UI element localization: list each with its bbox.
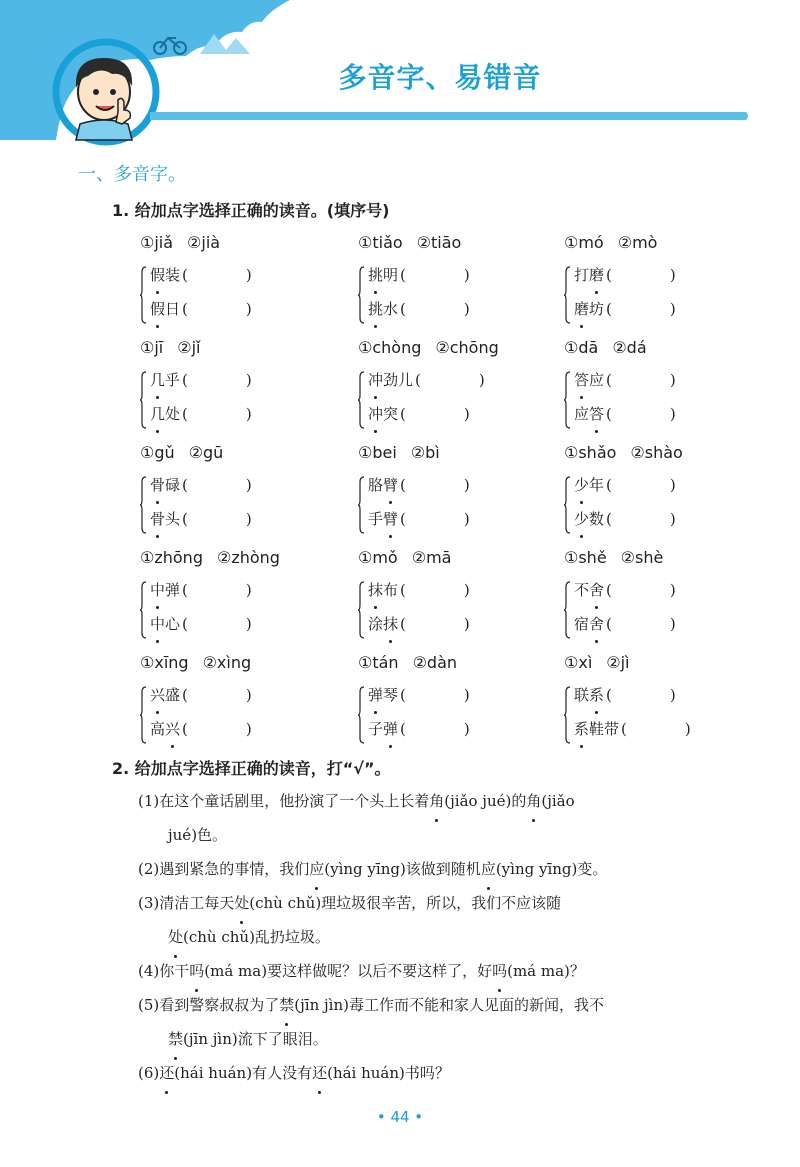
pinyin-option: ②zhòng [216, 548, 280, 567]
word-text: 应 [589, 371, 605, 389]
word-blank [150, 399, 340, 433]
brace-icon [358, 266, 364, 324]
polyphone-item [564, 648, 764, 748]
dotted-character: 系 [589, 680, 604, 710]
polyphone-item [358, 543, 558, 643]
pinyin-option: ①tiǎo [358, 233, 403, 252]
sentence-text: jué)色。 [168, 826, 228, 844]
pinyin-option: ①gǔ [140, 443, 175, 462]
pinyin-options [564, 543, 764, 573]
sentence-text: (jiǎo [541, 792, 575, 810]
answer-paren-close: ) [245, 615, 252, 633]
word-pair [140, 470, 340, 538]
sentence-text: (chù chǔ)理垃圾很辛苦，所以，我们不应该随 [249, 894, 562, 912]
word-text: 明 [383, 266, 399, 284]
polyphone-item [564, 543, 764, 643]
answer-paren-open: ( [606, 686, 612, 704]
answer-paren-open: ( [182, 300, 188, 318]
answer-paren-close: ) [245, 720, 252, 738]
word-text: 应 [574, 405, 590, 423]
polyphone-item [140, 438, 340, 538]
dotted-character: 吗 [189, 954, 204, 988]
pinyin-option: ①jiǎ [140, 233, 174, 252]
polyphone-item [358, 228, 558, 328]
polyphone-item [140, 648, 340, 748]
pinyin-option: ②chōng [435, 338, 499, 357]
word-blank [574, 260, 764, 294]
dotted-character: 弹 [368, 680, 383, 710]
word-pair [564, 575, 764, 643]
answer-paren-open: ( [606, 615, 612, 633]
answer-paren-open: ( [182, 686, 188, 704]
dotted-character: 假 [150, 294, 165, 324]
pinyin-option: ②jì [606, 653, 630, 672]
answer-paren-open: ( [606, 581, 612, 599]
sentence-text: (4)你干 [138, 962, 190, 980]
pinyin-options [140, 543, 340, 573]
word-blank [574, 399, 764, 433]
pinyin-options [564, 333, 764, 363]
word-blank [574, 504, 764, 538]
word-blank [368, 504, 558, 538]
word-pair [140, 260, 340, 328]
word-blank [574, 470, 764, 504]
polyphone-item [564, 438, 764, 538]
pinyin-options [358, 438, 558, 468]
pinyin-option: ①xì [564, 653, 593, 672]
word-text: 布 [383, 581, 399, 599]
brace-icon [140, 581, 146, 639]
answer-paren-close: ) [669, 615, 676, 633]
word-text: 装 [165, 266, 181, 284]
answer-paren-open: ( [400, 615, 406, 633]
grid-row [140, 333, 760, 438]
dotted-character: 冲 [368, 399, 383, 429]
brace-icon [358, 371, 364, 429]
word-text: 子 [368, 720, 384, 738]
answer-paren-close: ) [463, 581, 470, 599]
dotted-character: 吗 [492, 954, 507, 988]
dotted-character: 少 [574, 470, 589, 500]
answer-paren-open: ( [400, 300, 406, 318]
question-2-title: 2. 给加点字选择正确的读音，打“√”。 [112, 759, 391, 778]
dotted-character: 挑 [368, 260, 383, 290]
sentence-text: (5)看到警察叔叔为了 [138, 996, 280, 1014]
sentence-text: (hái huán)书吗？ [327, 1064, 450, 1082]
polyphone-item [564, 333, 764, 433]
answer-paren-open: ( [182, 510, 188, 528]
answer-paren-close: ) [478, 371, 485, 389]
word-blank [574, 714, 764, 748]
answer-paren-close: ) [245, 510, 252, 528]
answer-paren-open: ( [182, 581, 188, 599]
brace-icon [564, 581, 570, 639]
word-pair [358, 470, 558, 538]
question-1-title: 1. 给加点字选择正确的读音。(填序号) [112, 201, 390, 220]
answer-paren-close: ) [463, 686, 470, 704]
answer-paren-open: ( [400, 510, 406, 528]
sentence-line [138, 852, 756, 886]
word-blank [574, 365, 764, 399]
pinyin-option: ②xìng [202, 653, 252, 672]
dotted-character: 角 [429, 784, 444, 818]
answer-paren-open: ( [621, 720, 627, 738]
answer-paren-open: ( [182, 371, 188, 389]
brace-icon [140, 266, 146, 324]
word-pair [564, 680, 764, 748]
word-blank [368, 714, 558, 748]
sentence-text: (yìng yīng)该做到随机 [324, 860, 481, 878]
pinyin-option: ②mò [617, 233, 658, 252]
word-text: 头 [165, 510, 181, 528]
dotted-character: 禁 [279, 988, 294, 1022]
word-text: 宿 [574, 615, 590, 633]
sentence-text: (1)在这个童话剧里，他扮演了一个头上长着 [138, 792, 430, 810]
dotted-character: 处 [168, 920, 183, 954]
dotted-character: 兴 [150, 680, 165, 710]
sentence-line [138, 920, 756, 954]
sentence-text: (má ma)？ [507, 962, 585, 980]
answer-paren-close: ) [669, 371, 676, 389]
answer-paren-open: ( [400, 686, 406, 704]
word-blank [574, 609, 764, 643]
word-blank [368, 680, 558, 714]
sentence-text: (jīn jìn)毒工作而不能和家人见面的新闻，我不 [294, 996, 604, 1014]
sentence-line [138, 886, 756, 920]
word-text: 处 [165, 405, 181, 423]
word-text: 胳 [368, 476, 384, 494]
answer-paren-close: ) [669, 405, 676, 423]
sentence-list [138, 784, 756, 1090]
pinyin-option: ②tiāo [416, 233, 462, 252]
answer-paren-close: ) [669, 686, 676, 704]
brace-icon [358, 581, 364, 639]
answer-paren-open: ( [415, 371, 421, 389]
sentence-text: (má ma)要这样做呢？以后不要这样了，好 [204, 962, 493, 980]
brace-icon [564, 476, 570, 534]
sentence-line [138, 988, 756, 1022]
word-text: 年 [589, 476, 605, 494]
answer-paren-close: ) [245, 300, 252, 318]
word-pair [358, 365, 558, 433]
answer-paren-close: ) [669, 300, 676, 318]
pinyin-option: ①bei [358, 443, 397, 462]
polyphone-item [358, 333, 558, 433]
dotted-character: 还 [312, 1056, 327, 1090]
dotted-character: 臂 [383, 470, 398, 500]
dotted-character: 臂 [383, 504, 398, 534]
word-text: 日 [165, 300, 181, 318]
page-number: • 44 • [376, 1108, 424, 1126]
pinyin-options [564, 648, 764, 678]
dotted-character: 骨 [150, 470, 165, 500]
brace-icon [140, 476, 146, 534]
word-blank [368, 294, 558, 328]
dotted-character: 磨 [589, 260, 604, 290]
brace-icon [358, 476, 364, 534]
answer-paren-open: ( [182, 615, 188, 633]
word-text: 不 [574, 581, 590, 599]
pinyin-option: ②shè [620, 548, 664, 567]
pinyin-option: ②gū [188, 443, 224, 462]
answer-paren-close: ) [669, 266, 676, 284]
dotted-character: 兴 [165, 714, 180, 744]
pinyin-options [140, 648, 340, 678]
dotted-character: 角 [526, 784, 541, 818]
dotted-character: 还 [159, 1056, 174, 1090]
dotted-character: 弹 [383, 714, 398, 744]
brace-icon [140, 686, 146, 744]
pinyin-options [358, 228, 558, 258]
word-blank [150, 680, 340, 714]
grid-row [140, 228, 760, 333]
dotted-character: 舍 [589, 575, 604, 605]
word-blank [150, 714, 340, 748]
word-text: 高 [150, 720, 166, 738]
boy-mascot-icon [76, 58, 132, 140]
polyphone-item [358, 648, 558, 748]
polyphone-item [140, 333, 340, 433]
dotted-character: 中 [150, 609, 165, 639]
pinyin-options [358, 648, 558, 678]
polyphone-item [140, 543, 340, 643]
pinyin-option: ②jǐ [177, 338, 201, 357]
polyphone-item [140, 228, 340, 328]
word-blank [574, 575, 764, 609]
word-blank [574, 294, 764, 328]
word-pair [358, 680, 558, 748]
sentence-text: (jiǎo jué)的 [444, 792, 527, 810]
answer-paren-open: ( [606, 476, 612, 494]
word-text: 碌 [165, 476, 181, 494]
brace-icon [564, 266, 570, 324]
pinyin-option: ①xīng [140, 653, 189, 672]
sentence-line [138, 954, 756, 988]
word-blank [150, 609, 340, 643]
word-text: 劲儿 [383, 371, 414, 389]
grid-row [140, 438, 760, 543]
sentence-text: (2)遇到紧急的事情，我们 [138, 860, 310, 878]
answer-paren-close: ) [463, 300, 470, 318]
answer-paren-close: ) [245, 581, 252, 599]
word-blank [368, 575, 558, 609]
pinyin-option: ①tán [358, 653, 399, 672]
brace-icon [564, 371, 570, 429]
answer-paren-close: ) [684, 720, 691, 738]
pinyin-options [140, 228, 340, 258]
pinyin-options [140, 438, 340, 468]
word-text: 坊 [589, 300, 605, 318]
dotted-character: 答 [574, 365, 589, 395]
answer-paren-open: ( [606, 371, 612, 389]
answer-paren-open: ( [182, 405, 188, 423]
grid-row [140, 648, 760, 753]
sentence-line [138, 818, 756, 852]
dotted-character: 骨 [150, 504, 165, 534]
answer-paren-open: ( [400, 405, 406, 423]
word-pair [358, 260, 558, 328]
answer-paren-open: ( [182, 266, 188, 284]
pinyin-option: ②shào [630, 443, 683, 462]
word-blank [150, 575, 340, 609]
pinyin-option: ②dàn [412, 653, 458, 672]
word-text: 弹 [165, 581, 181, 599]
dotted-character: 冲 [368, 365, 383, 395]
dotted-character: 中 [150, 575, 165, 605]
word-blank [574, 680, 764, 714]
pinyin-option: ①jī [140, 338, 164, 357]
answer-paren-close: ) [463, 266, 470, 284]
word-text: 盛 [165, 686, 181, 704]
answer-paren-close: ) [245, 686, 252, 704]
pinyin-option: ②mā [411, 548, 452, 567]
word-text: 联 [574, 686, 590, 704]
word-blank [368, 609, 558, 643]
word-blank [368, 365, 558, 399]
dotted-character: 少 [574, 504, 589, 534]
pinyin-option: ②jià [187, 233, 221, 252]
dotted-character: 几 [150, 399, 165, 429]
sentence-text: (jīn jìn)流下了眼泪。 [183, 1030, 328, 1048]
answer-paren-close: ) [669, 476, 676, 494]
word-blank [150, 504, 340, 538]
pinyin-option: ①mó [564, 233, 604, 252]
brace-icon [564, 686, 570, 744]
answer-paren-open: ( [400, 476, 406, 494]
answer-paren-close: ) [245, 371, 252, 389]
pinyin-options [358, 543, 558, 573]
answer-paren-close: ) [463, 510, 470, 528]
answer-paren-open: ( [400, 720, 406, 738]
word-text: 心 [165, 615, 181, 633]
pinyin-option: ①mǒ [358, 548, 398, 567]
answer-paren-open: ( [400, 581, 406, 599]
word-pair [564, 365, 764, 433]
answer-paren-close: ) [245, 476, 252, 494]
word-blank [150, 260, 340, 294]
answer-paren-close: ) [463, 476, 470, 494]
pinyin-option: ①chòng [358, 338, 422, 357]
pinyin-option: ①shě [564, 548, 607, 567]
word-text: 水 [383, 300, 399, 318]
dotted-character: 应 [309, 852, 324, 886]
sentence-text: (chù chǔ)乱扔垃圾。 [183, 928, 330, 946]
answer-paren-open: ( [606, 510, 612, 528]
polyphone-grid [140, 228, 760, 753]
word-text: 乎 [165, 371, 181, 389]
dotted-character: 抹 [368, 575, 383, 605]
pinyin-options [564, 228, 764, 258]
pinyin-option: ①shǎo [564, 443, 617, 462]
polyphone-item [358, 438, 558, 538]
sentence-line [138, 1056, 756, 1090]
page-title: 多音字、易错音 [338, 61, 542, 94]
answer-paren-open: ( [606, 405, 612, 423]
word-text: 打 [574, 266, 590, 284]
answer-paren-close: ) [245, 266, 252, 284]
word-blank [150, 470, 340, 504]
brace-icon [358, 686, 364, 744]
word-blank [368, 470, 558, 504]
dotted-character: 假 [150, 260, 165, 290]
dotted-character: 应 [481, 852, 496, 886]
dotted-character: 挑 [368, 294, 383, 324]
pinyin-option: ②bì [410, 443, 440, 462]
pinyin-options [564, 438, 764, 468]
pinyin-options [358, 333, 558, 363]
word-blank [368, 260, 558, 294]
sentence-line [138, 1022, 756, 1056]
dotted-character: 舍 [589, 609, 604, 639]
answer-paren-open: ( [182, 720, 188, 738]
answer-paren-close: ) [669, 510, 676, 528]
word-pair [140, 365, 340, 433]
word-text: 鞋带 [589, 720, 620, 738]
pinyin-option: ①zhōng [140, 548, 203, 567]
dotted-character: 系 [574, 714, 589, 744]
answer-paren-open: ( [182, 476, 188, 494]
sentence-line [138, 784, 756, 818]
word-text: 涂 [368, 615, 384, 633]
word-blank [150, 294, 340, 328]
answer-paren-close: ) [245, 405, 252, 423]
word-pair [564, 470, 764, 538]
word-text: 突 [383, 405, 399, 423]
polyphone-item [564, 228, 764, 328]
word-pair [564, 260, 764, 328]
word-pair [140, 680, 340, 748]
brace-icon [140, 371, 146, 429]
sentence-text: (yìng yīng)变。 [495, 860, 608, 878]
sentence-text: (hái huán)有人没有 [174, 1064, 313, 1082]
pinyin-option: ②dá [612, 338, 647, 357]
grid-row [140, 543, 760, 648]
sentence-text: (6) [138, 1064, 160, 1082]
pinyin-option: ①dā [564, 338, 599, 357]
section-title: 一、多音字。 [78, 164, 186, 185]
word-pair [140, 575, 340, 643]
sentence-text: (3)清洁工每天 [138, 894, 235, 912]
answer-paren-close: ) [669, 581, 676, 599]
answer-paren-open: ( [400, 266, 406, 284]
dotted-character: 抹 [383, 609, 398, 639]
word-blank [368, 399, 558, 433]
word-text: 数 [589, 510, 605, 528]
dotted-character: 禁 [168, 1022, 183, 1056]
dotted-character: 处 [234, 886, 249, 920]
answer-paren-close: ) [463, 615, 470, 633]
word-blank [150, 365, 340, 399]
answer-paren-close: ) [463, 405, 470, 423]
word-pair [358, 575, 558, 643]
pinyin-options [140, 333, 340, 363]
dotted-character: 几 [150, 365, 165, 395]
answer-paren-open: ( [606, 266, 612, 284]
dotted-character: 磨 [574, 294, 589, 324]
word-text: 手 [368, 510, 384, 528]
answer-paren-close: ) [463, 720, 470, 738]
word-text: 琴 [383, 686, 399, 704]
dotted-character: 答 [589, 399, 604, 429]
answer-paren-open: ( [606, 300, 612, 318]
